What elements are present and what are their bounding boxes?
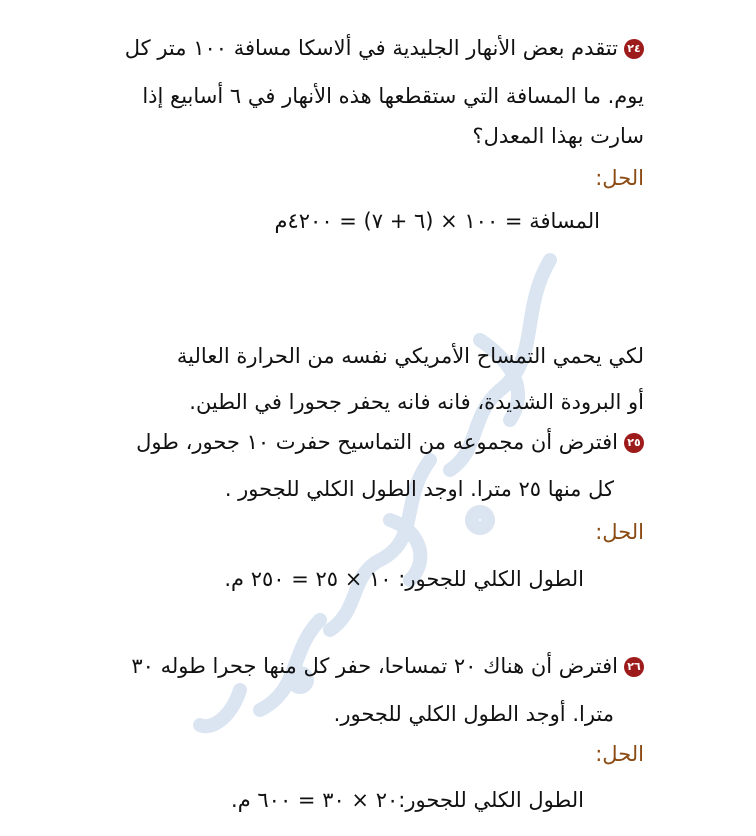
q25-number-badge: ٢٥: [624, 433, 644, 453]
q26-text-2: مترا. أوجد الطول الكلي للجحور.: [333, 702, 614, 726]
q26-number-badge: ٢٦: [624, 657, 644, 677]
q25-text-2: كل منها ٢٥ مترا. اوجد الطول الكلي للجحور .: [224, 477, 614, 501]
q24-number-badge: ٢٤: [624, 39, 644, 59]
q26-line-1: [0, 652, 644, 680]
q26-solution-label: الحل:: [595, 742, 644, 766]
intro-text-2: أو البرودة الشديدة، فانه فانه يحفر جحورا في الطين.: [189, 390, 644, 414]
q26-text-1: افترض أن هناك ٢٠ تمساحا، حفر كل منها جحرا طوله ٣٠: [131, 654, 618, 678]
q24-text-3: سارت بهذا المعدل؟: [472, 124, 644, 148]
q25-answer: الطول الكلي للجحور: ١٠ × ٢٥ = ٢٥٠ م.: [224, 567, 584, 591]
q26-answer: الطول الكلي للجحور:٢٠ × ٣٠ = ٦٠٠ م.: [231, 788, 584, 812]
q25-text-1: افترض أن مجموعه من التماسيح حفرت ١٠ جحور، طول: [136, 430, 618, 454]
q24-line-1: [0, 34, 644, 62]
q25-line-1: [0, 428, 644, 456]
q24-text-1: تتقدم بعض الأنهار الجليدية في ألاسكا مسافة ١٠٠ متر كل: [124, 36, 618, 60]
intro-text-1: لكي يحمي التمساح الأمريكي نفسه من الحرارة العالية: [176, 344, 644, 368]
q24-text-2: يوم. ما المسافة التي ستقطعها هذه الأنهار في ٦ أسابيع إذا: [142, 84, 644, 108]
q24-answer: المسافة = ١٠٠ × (٦ + ٧) = ٤٢٠٠م: [274, 209, 600, 233]
q24-solution-label: الحل:: [595, 166, 644, 190]
q25-solution-label: الحل:: [595, 520, 644, 544]
